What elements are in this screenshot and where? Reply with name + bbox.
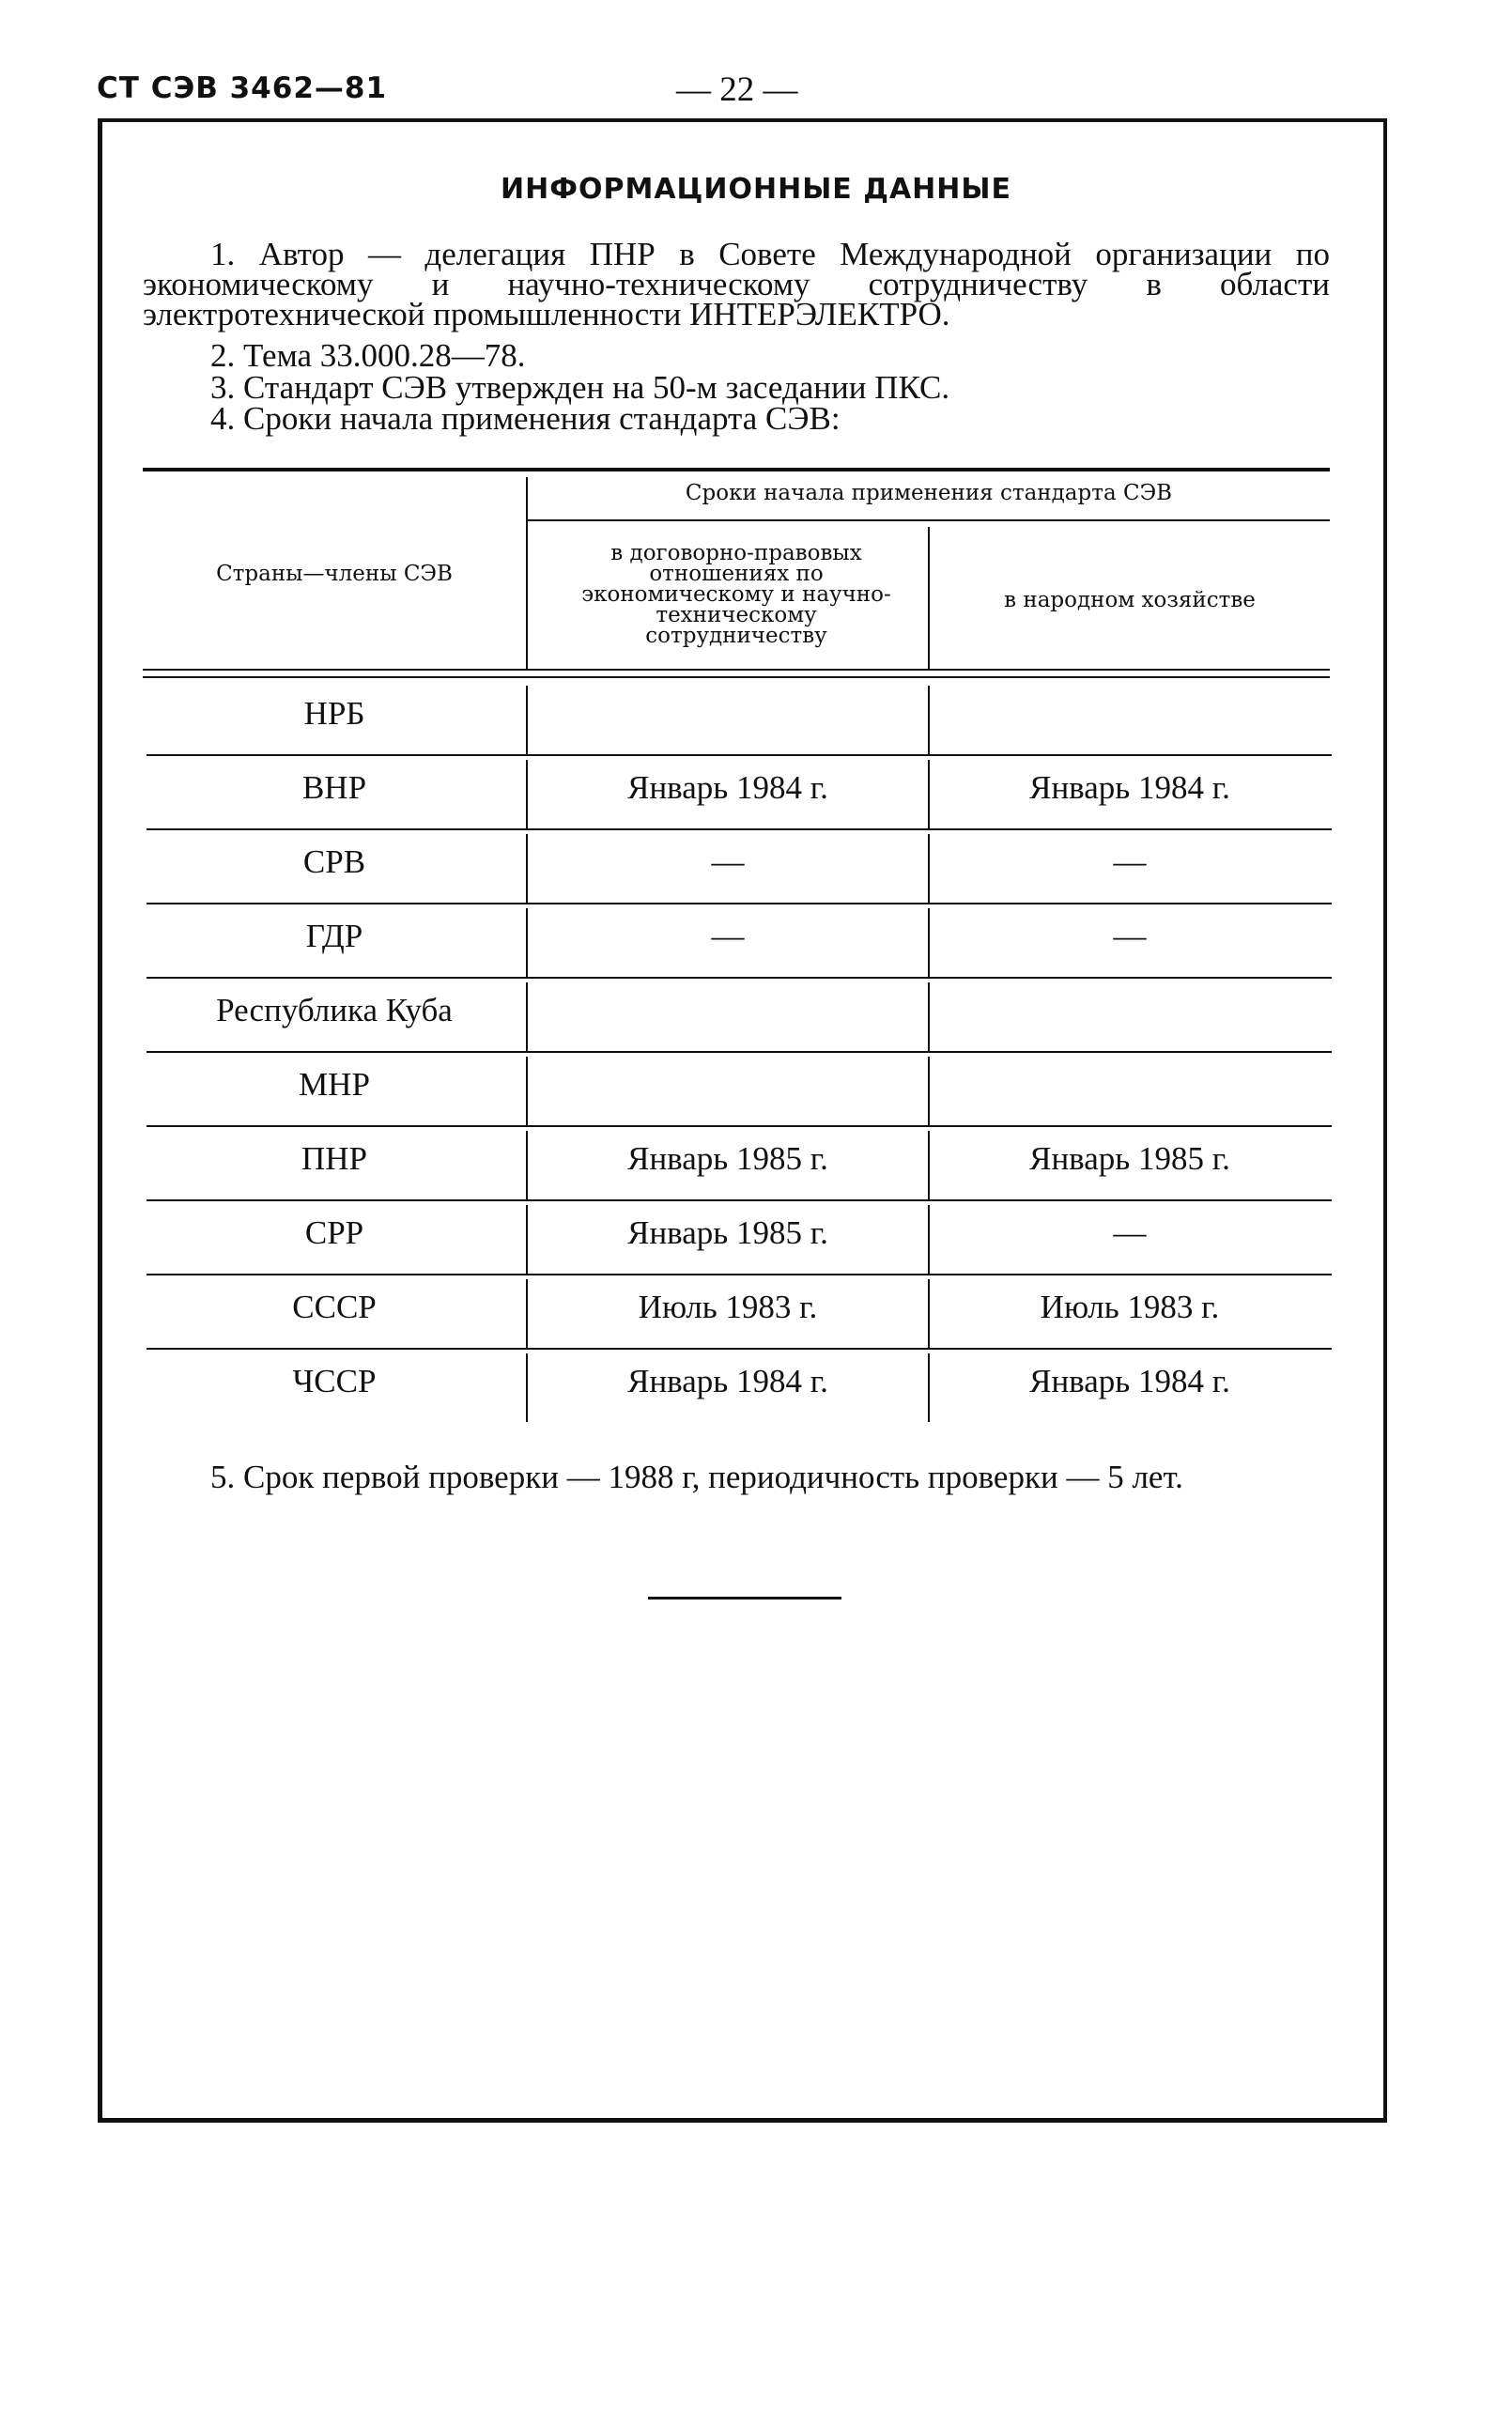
table-row-rule <box>147 903 1332 904</box>
cell-contract-date: Январь 1985 г. <box>627 1140 828 1177</box>
table-row-rule <box>147 1274 1332 1275</box>
cell-economy-date: Январь 1984 г. <box>1029 1363 1230 1399</box>
header-contract: в договорно-правовых отношениях по экономическому и научно-техническому сотрудничеству <box>581 541 891 648</box>
header-economy: в народном хозяйстве <box>1004 588 1256 612</box>
table-row-rule <box>147 1348 1332 1350</box>
cell-country: ВНР <box>301 769 367 806</box>
cell-country: Республика Куба <box>216 992 453 1028</box>
document-code: СТ СЭВ 3462—81 <box>97 71 388 105</box>
cell-contract-date: Январь 1984 г. <box>627 1363 828 1399</box>
table-row-rule <box>147 754 1332 756</box>
item-topic: 2. Тема 33.000.28—78. <box>210 337 526 374</box>
table-header-vdivider-1 <box>526 477 528 669</box>
table-row-rule <box>147 977 1332 979</box>
cell-economy-date: — <box>1113 918 1147 954</box>
cell-country: СРВ <box>302 843 366 880</box>
cell-country: НРБ <box>303 695 365 732</box>
cell-contract-date: Январь 1985 г. <box>627 1214 828 1251</box>
table-row-rule <box>147 1051 1332 1053</box>
item-review: 5. Срок первой проверки — 1988 г, периодичность проверки — 5 лет. <box>210 1459 1183 1495</box>
table-header-double-rule-1 <box>143 669 1330 671</box>
item-dates-intro: 4. Сроки начала применения стандарта СЭВ: <box>210 400 841 437</box>
header-countries: Страны—члены СЭВ <box>216 562 453 586</box>
table-row-rule <box>147 1199 1332 1201</box>
cell-contract-date: Январь 1984 г. <box>627 769 828 806</box>
cell-country: ПНР <box>301 1140 368 1177</box>
table-row-vdivider <box>928 1057 930 1125</box>
cell-economy-date: — <box>1113 1214 1147 1251</box>
cell-contract-date: — <box>711 918 745 954</box>
cell-country: ЧССР <box>292 1363 377 1399</box>
item-approval: 3. Стандарт СЭВ утвержден на 50-м заседании ПКС. <box>210 369 950 406</box>
cell-contract-date: — <box>711 843 745 880</box>
page-number: — 22 — <box>676 70 798 109</box>
cell-economy-date: Январь 1984 г. <box>1029 769 1230 806</box>
table-header-double-rule-2 <box>143 676 1330 678</box>
table-row-vdivider <box>526 686 528 754</box>
table-row-vdivider <box>526 982 528 1051</box>
header-group: Сроки начала применения стандарта СЭВ <box>685 481 1173 505</box>
cell-country: МНР <box>299 1066 370 1103</box>
cell-country: СССР <box>292 1289 377 1325</box>
cell-country: СРР <box>304 1214 364 1251</box>
table-group-header-rule <box>528 519 1330 521</box>
cell-contract-date: Июль 1983 г. <box>638 1289 818 1325</box>
table-top-rule <box>143 468 1330 471</box>
table-row-vdivider <box>928 982 930 1051</box>
cell-country: ГДР <box>305 918 363 954</box>
item-author: 1. Автор — делегация ПНР в Совете Международной организации по экономическому и научно-техническому сотрудничеству в области электротехнической промышленности ИНТЕРЭЛЕКТРО. <box>143 236 1330 332</box>
table-row-vdivider <box>526 1057 528 1125</box>
table-row-vdivider <box>928 686 930 754</box>
closing-rule <box>648 1597 841 1600</box>
table-row-rule <box>147 828 1332 830</box>
section-title: ИНФОРМАЦИОННЫЕ ДАННЫЕ <box>501 173 1011 206</box>
cell-economy-date: — <box>1113 843 1147 880</box>
cell-economy-date: Июль 1983 г. <box>1040 1289 1220 1325</box>
table-row-rule <box>147 1125 1332 1127</box>
cell-economy-date: Январь 1985 г. <box>1029 1140 1230 1177</box>
